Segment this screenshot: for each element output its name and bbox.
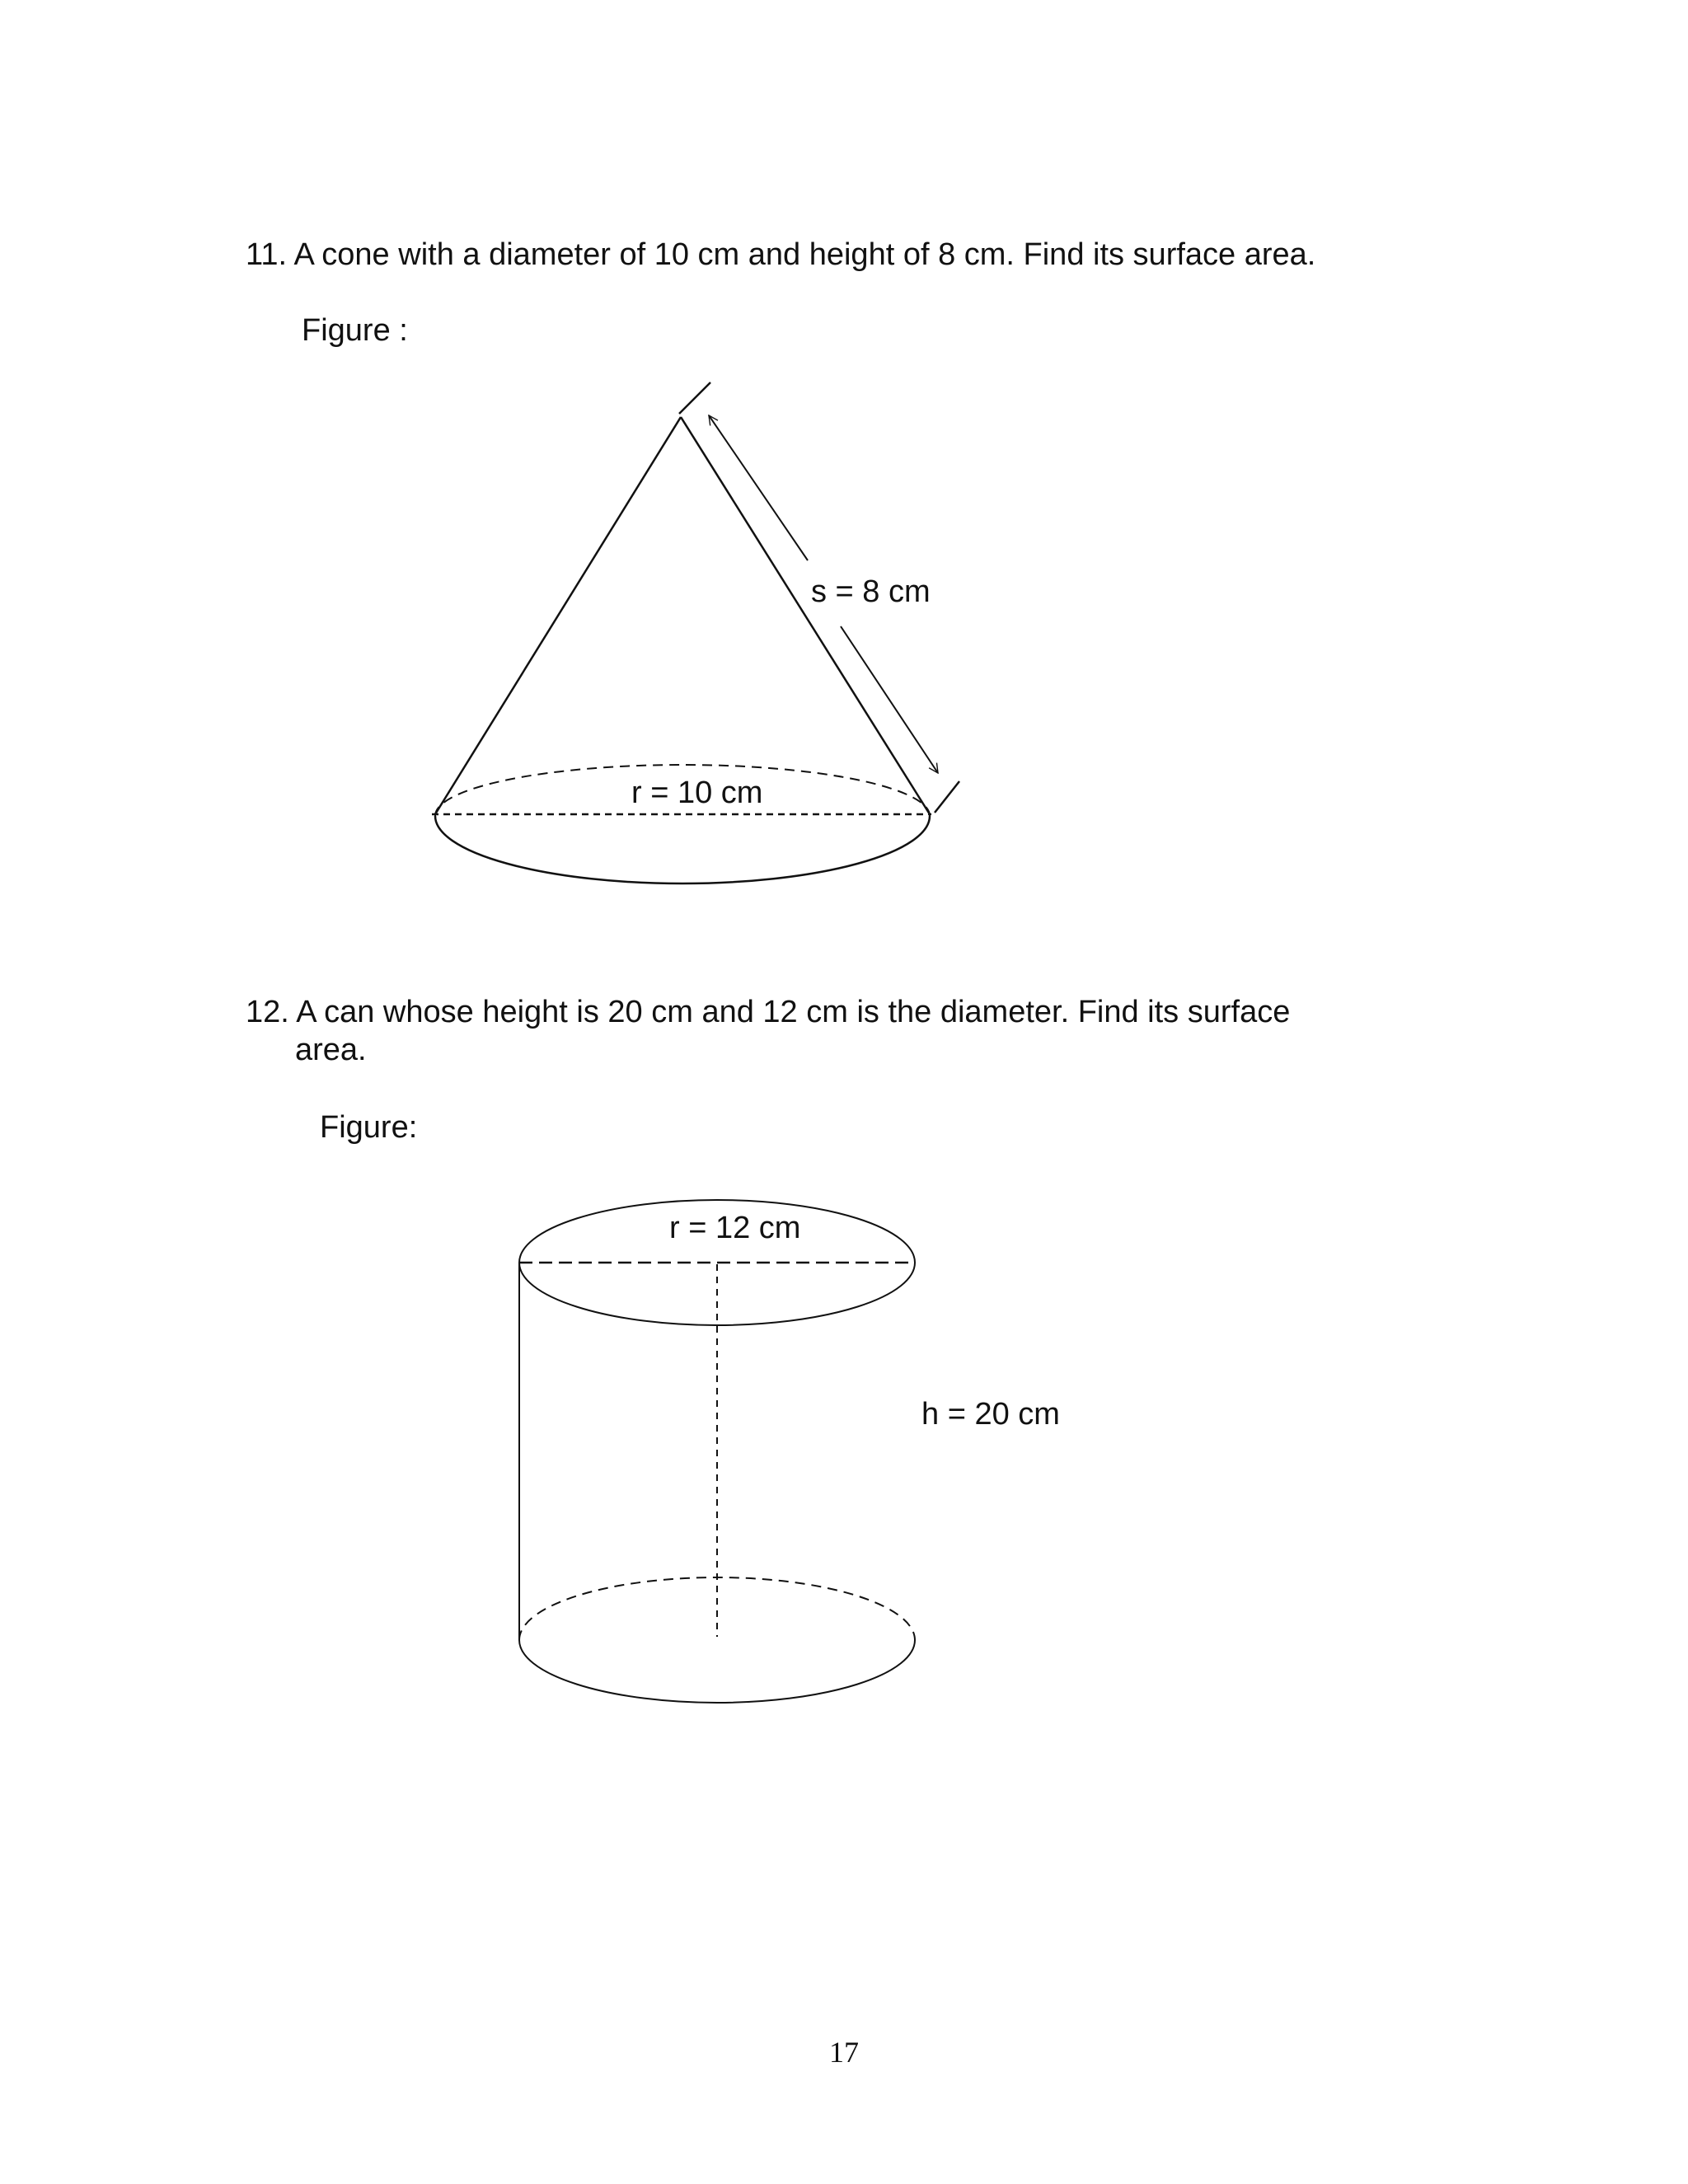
- cylinder-height-label: h = 20 cm: [921, 1397, 1060, 1432]
- cylinder-radius-label: r = 12 cm: [669, 1211, 801, 1245]
- problem-12-text-line1: A can whose height is 20 cm and 12 cm is the diameter. Find its surface: [296, 995, 1291, 1029]
- cylinder-bottom-front: [519, 1640, 915, 1703]
- cone-base-front: [435, 816, 930, 883]
- problem-11-text: A cone with a diameter of 10 cm and height of 8 cm. Find its surface area.: [293, 237, 1316, 272]
- problem-11-number: 11.: [246, 237, 288, 272]
- problem-12-figure-label: Figure:: [320, 1110, 418, 1145]
- cone-left-side: [435, 417, 681, 814]
- problem-12-text-line2: area.: [295, 1033, 367, 1067]
- page-number: 17: [829, 2036, 859, 2069]
- slant-tick-top: [679, 382, 710, 414]
- cone-radius-label: r = 10 cm: [631, 776, 763, 810]
- slant-arrow-upper: [709, 415, 808, 560]
- cylinder-figure: [519, 1200, 1060, 1703]
- cone-right-side: [681, 417, 930, 814]
- problem-12-number: 12.: [246, 995, 289, 1029]
- slant-tick-bottom: [935, 781, 959, 813]
- problem-11-figure-label: Figure :: [302, 313, 408, 348]
- cone-slant-label: s = 8 cm: [811, 574, 931, 609]
- cone-figure: [432, 382, 959, 883]
